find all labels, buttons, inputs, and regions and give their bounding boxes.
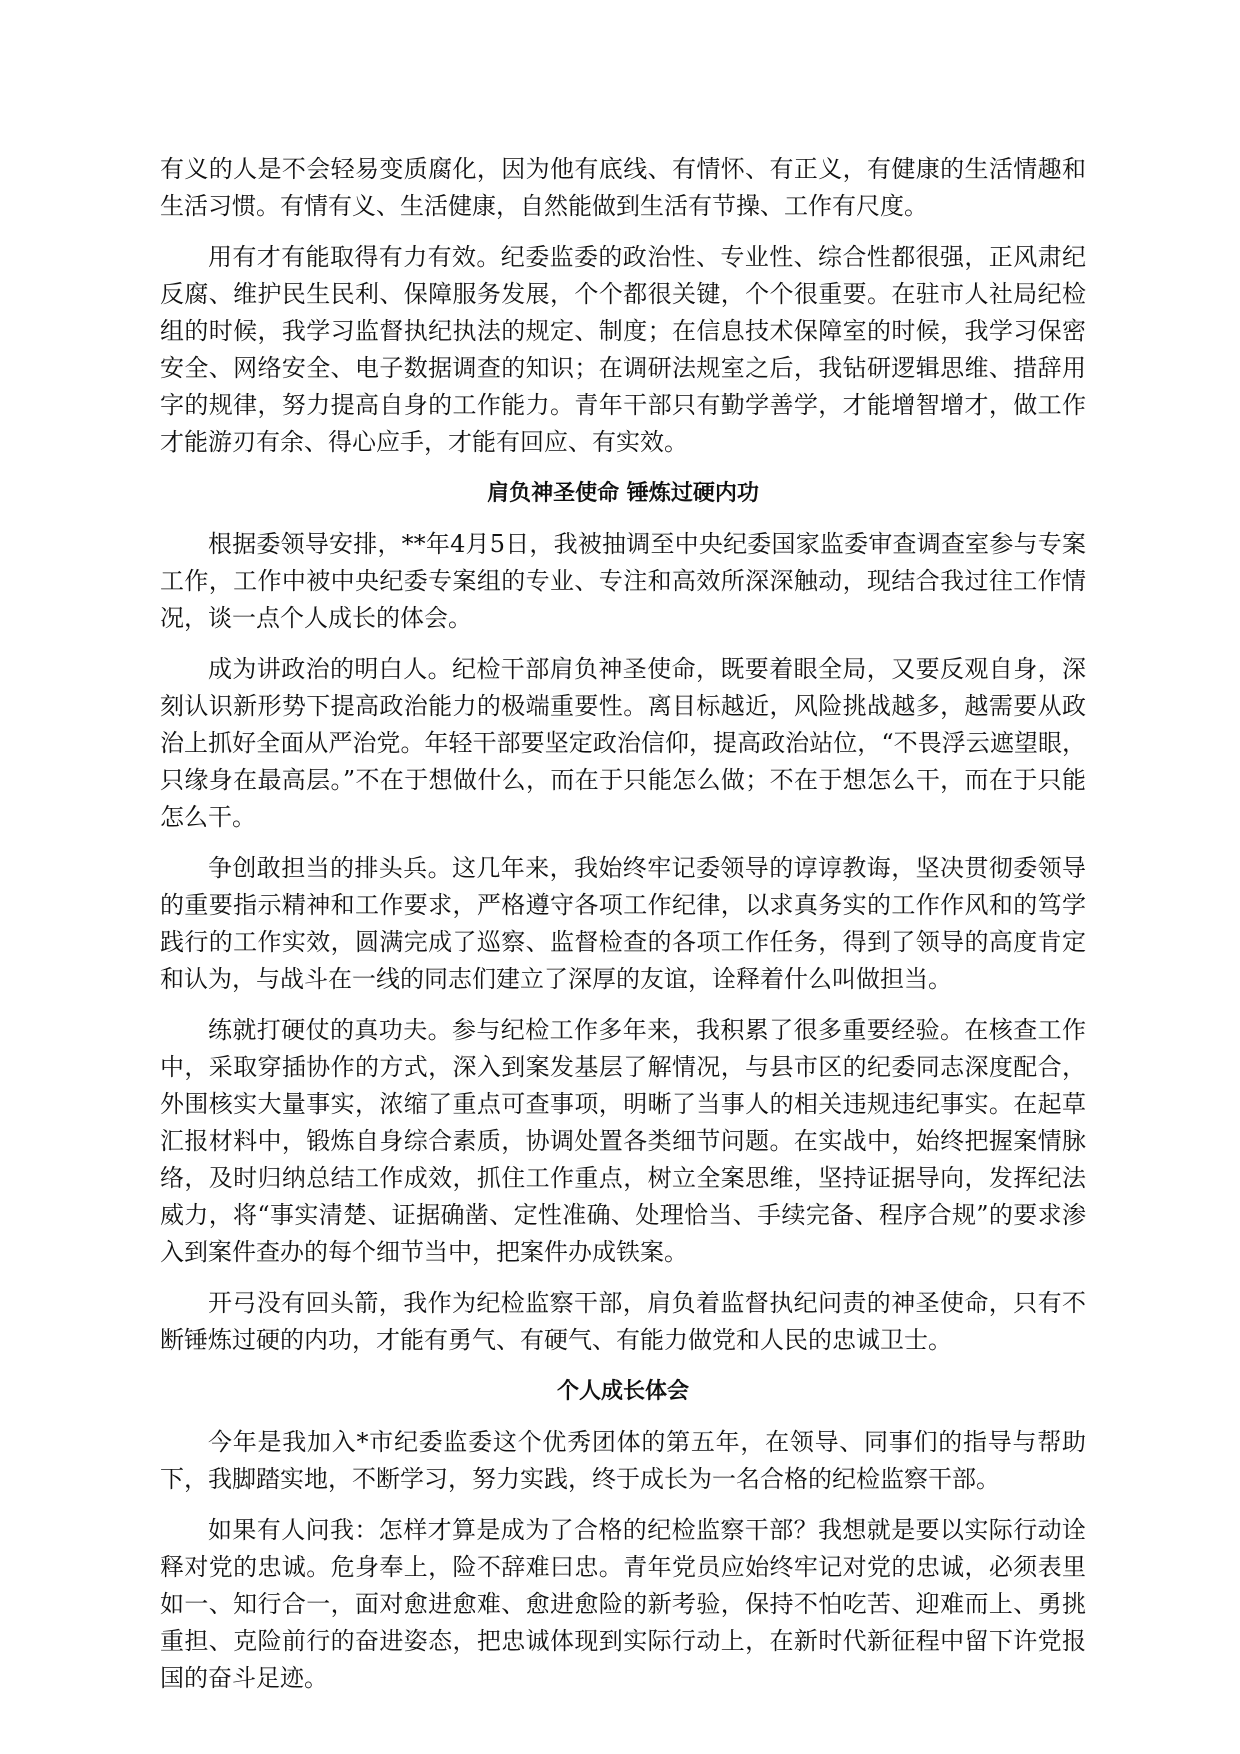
paragraph: 成为讲政治的明白人。纪检干部肩负神圣使命，既要着眼全局，又要反观自身，深刻认识新形势下提高政治能力的极端重要性。离目标越近，风险挑战越多，越需要从政治上抓好全面从严治党。年轻干部要坚定政治信仰，提高政治站位，“不畏浮云遮望眼，只缘身在最高层。”不在于想做什么，而在于只能怎么做；不在于想怎么干，而在于只能怎么干。 — [160, 655, 1086, 831]
document-page — [160, 151, 1086, 1711]
paragraph: 练就打硬仗的真功夫。参与纪检工作多年来，我积累了很多重要经验。在核查工作中，采取穿插协作的方式，深入到案发基层了解情况，与县市区的纪委同志深度配合，外围核实大量事实，浓缩了重点可查事项，明晰了当事人的相关违规违纪事实。在起草汇报材料中，锻炼自身综合素质，协调处置各类细节问题。在实战中，始终把握案情脉络，及时归纳总结工作成效，抓住工作重点，树立全案思维，坚持证据导向，发挥纪法威力，将“事实清楚、证据确凿、定性准确、处理恰当、手续完备、程序合规”的要求渗入到案件查办的每个细节当中，把案件办成铁案。 — [160, 1016, 1086, 1266]
paragraph: 今年是我加入*市纪委监委这个优秀团体的第五年，在领导、同事们的指导与帮助下，我脚踏实地，不断学习，努力实践，终于成长为一名合格的纪检监察干部。 — [160, 1428, 1086, 1493]
section-heading: 肩负神圣使命 锤炼过硬内功 — [487, 481, 759, 506]
paragraph: 如果有人问我：怎样才算是成为了合格的纪检监察干部？我想就是要以实际行动诠释对党的忠诚。危身奉上，险不辞难曰忠。青年党员应始终牢记对党的忠诚，必须表里如一、知行合一，面对愈进愈难、愈进愈险的新考验，保持不怕吃苦、迎难而上、勇挑重担、克险前行的奋进姿态，把忠诚体现到实际行动上，在新时代新征程中留下许党报国的奋斗足迹。 — [160, 1516, 1086, 1692]
section-heading: 个人成长体会 — [556, 1379, 689, 1404]
paragraph: 根据委领导安排，**年4月5日，我被抽调至中央纪委国家监委审查调查室参与专案工作，工作中被中央纪委专案组的专业、专注和高效所深深触动，现结合我过往工作情况，谈一点个人成长的体会。 — [160, 530, 1086, 632]
paragraph: 用有才有能取得有力有效。纪委监委的政治性、专业性、综合性都很强，正风肃纪反腐、维护民生民利、保障服务发展，个个都很关键，个个很重要。在驻市人社局纪检组的时候，我学习监督执纪执法的规定、制度；在信息技术保障室的时候，我学习保密安全、网络安全、电子数据调查的知识；在调研法规室之后，我钻研逻辑思维、措辞用字的规律，努力提高自身的工作能力。青年干部只有勤学善学，才能增智增才，做工作才能游刃有余、得心应手，才能有回应、有实效。 — [160, 243, 1086, 456]
paragraph: 有义的人是不会轻易变质腐化，因为他有底线、有情怀、有正义，有健康的生活情趣和生活习惯。有情有义、生活健康，自然能做到生活有节操、工作有尺度。 — [160, 155, 1086, 220]
paragraph: 开弓没有回头箭，我作为纪检监察干部，肩负着监督执纪问责的神圣使命，只有不断锤炼过硬的内功，才能有勇气、有硬气、有能力做党和人民的忠诚卫士。 — [160, 1289, 1086, 1354]
paragraph: 争创敢担当的排头兵。这几年来，我始终牢记委领导的谆谆教诲，坚决贯彻委领导的重要指示精神和工作要求，严格遵守各项工作纪律，以求真务实的工作作风和的笃学践行的工作实效，圆满完成了巡察、监督检查的各项工作任务，得到了领导的高度肯定和认为，与战斗在一线的同志们建立了深厚的友谊，诠释着什么叫做担当。 — [160, 854, 1086, 993]
